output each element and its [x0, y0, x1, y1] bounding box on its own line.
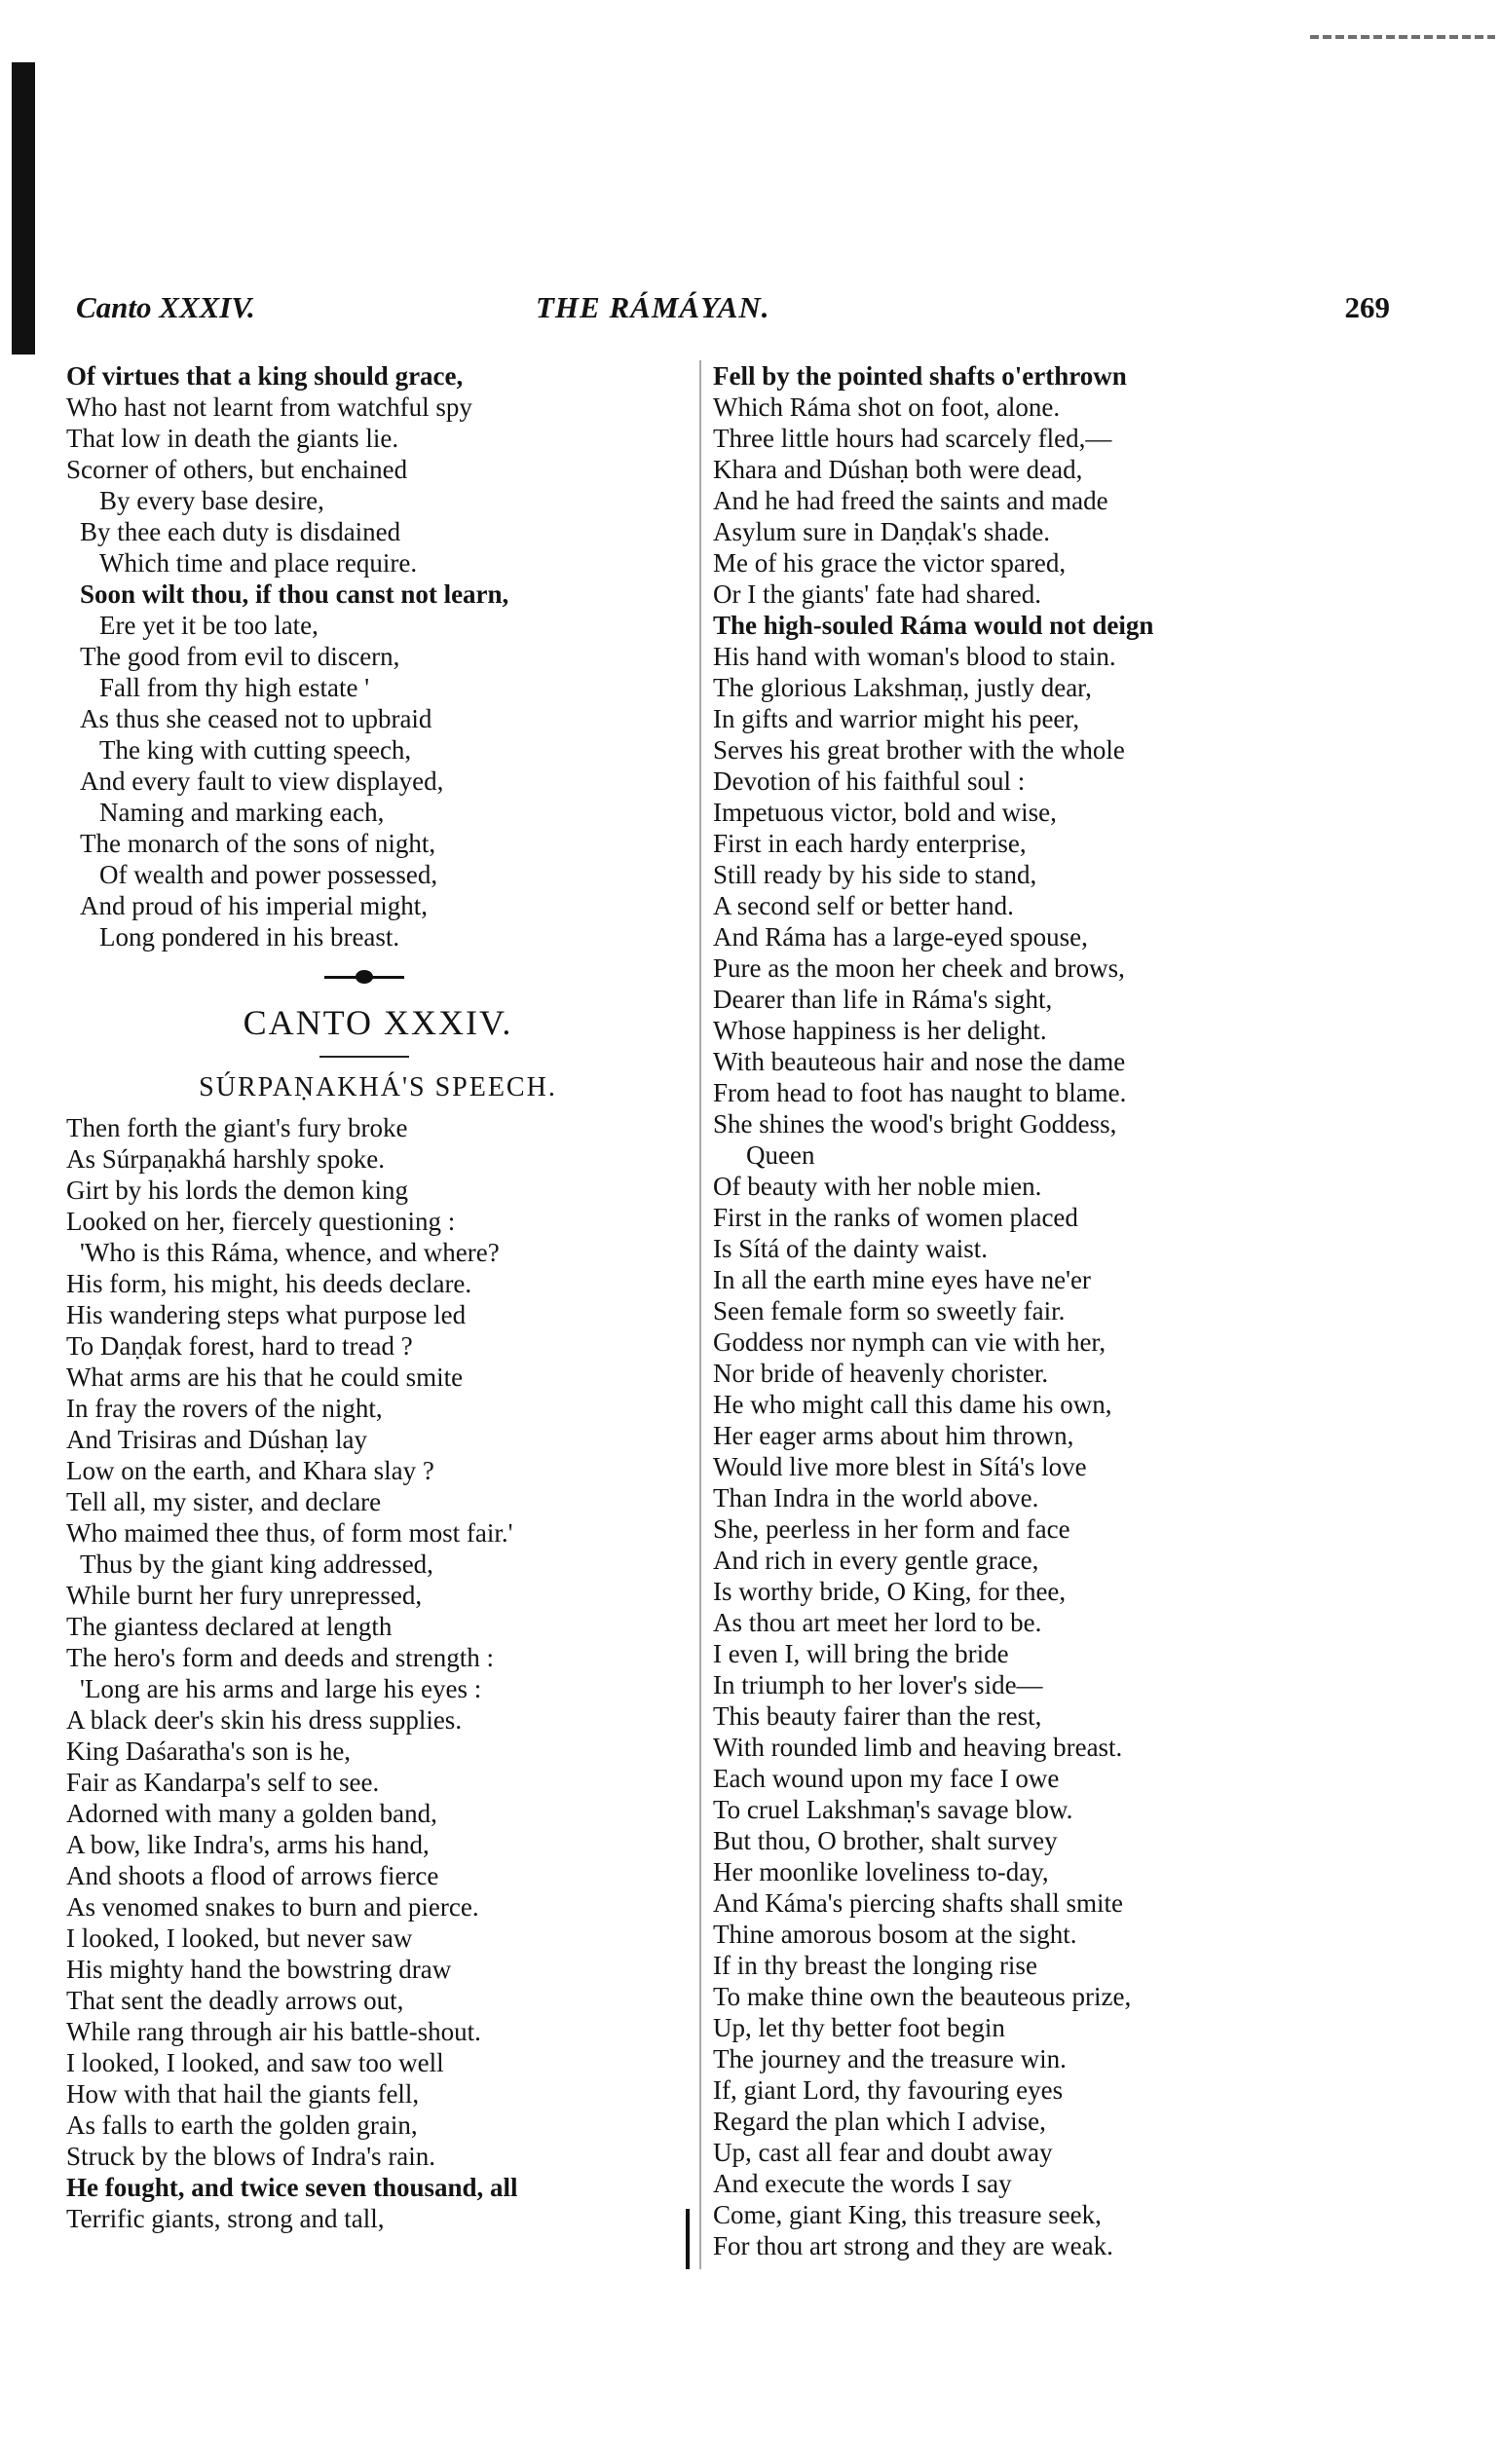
verse-line: Is Sítá of the dainty waist.	[713, 1234, 988, 1263]
verse-line: To Daṇḍak forest, hard to tread ?	[66, 1331, 413, 1361]
verse-line: A bow, like Indra's, arms his hand,	[66, 1830, 430, 1859]
verse-line: This beauty fairer than the rest,	[713, 1701, 1042, 1731]
verse-line: Tell all, my sister, and declare	[66, 1487, 382, 1516]
verse-line: Impetuous victor, bold and wise,	[713, 798, 1057, 827]
verse-line: Up, let thy better foot begin	[713, 2013, 1005, 2042]
verse-line: Struck by the blows of Indra's rain.	[66, 2142, 436, 2171]
canto-title: CANTO XXXIV.	[243, 1003, 513, 1042]
verse-line: Come, giant King, this treasure seek,	[713, 2200, 1102, 2229]
verse-line: The monarch of the sons of night,	[80, 829, 436, 858]
verse-line: Each wound upon my face I owe	[713, 1764, 1060, 1793]
verse-line: Serves his great brother with the whole	[713, 735, 1125, 765]
verse-line: Would live more blest in Sítá's love	[713, 1452, 1087, 1481]
verse-line: Ere yet it be too late,	[99, 611, 319, 640]
verse-line: And shoots a flood of arrows fierce	[66, 1861, 439, 1890]
verse-line: Fell by the pointed shafts o'erthrown	[713, 361, 1127, 391]
verse-line: And Káma's piercing shafts shall smite	[713, 1888, 1124, 1918]
verse-line: As thus she ceased not to upbraid	[80, 704, 432, 733]
verse-line: I looked, I looked, and saw too well	[66, 2048, 444, 2077]
verse-line: Who hast not learnt from watchful spy	[66, 392, 472, 422]
verse-line: Her eager arms about him thrown,	[713, 1421, 1074, 1450]
verse-line: Adorned with many a golden band,	[66, 1799, 437, 1828]
verse-line: She, peerless in her form and face	[713, 1514, 1070, 1544]
verse-line: Me of his grace the victor spared,	[713, 548, 1067, 578]
verse-line: For thou art strong and they are weak.	[713, 2231, 1113, 2260]
verse-line: 'Who is this Ráma, whence, and where?	[80, 1238, 500, 1267]
right-column	[713, 360, 1375, 2261]
verse-line: As venomed snakes to burn and pierce.	[66, 1892, 479, 1922]
verse-line: First in each hardy enterprise,	[713, 829, 1027, 858]
verse-line: The hero's form and deeds and strength :	[66, 1643, 494, 1672]
column-end-mark	[686, 2209, 690, 2269]
verse-line: While burnt her fury unrepressed,	[66, 1581, 423, 1610]
verse-line: She shines the wood's bright Goddess,	[713, 1109, 1117, 1139]
verse-line: His wandering steps what purpose led	[66, 1300, 467, 1329]
verse-line: With beauteous hair and nose the dame	[713, 1047, 1126, 1076]
verse-line: Fair as Kandarpa's self to see.	[66, 1768, 380, 1797]
verse-line: The good from evil to discern,	[80, 642, 400, 671]
verse-line: Pure as the moon her cheek and brows,	[713, 953, 1125, 983]
verse-line: Scorner of others, but enchained	[66, 455, 408, 484]
verse-line: His form, his might, his deeds declare.	[66, 1269, 472, 1298]
verse-line: Khara and Dúshaṇ both were dead,	[713, 455, 1083, 484]
verse-line: Of beauty with her noble mien.	[713, 1172, 1042, 1201]
verse-line: From head to foot has naught to blame.	[713, 1078, 1127, 1107]
verse-line: But thou, O brother, shalt survey	[713, 1826, 1058, 1855]
verse-line: The glorious Lakshmaṇ, justly dear,	[713, 673, 1092, 702]
verse-line: With rounded limb and heaving breast.	[713, 1733, 1123, 1762]
verse-line: Up, cast all fear and doubt away	[713, 2138, 1053, 2167]
verse-line: Which time and place require.	[99, 548, 418, 578]
verse-line: Fall from thy high estate '	[99, 673, 370, 702]
verse-line: The giantess declared at length	[66, 1612, 393, 1641]
verse-line: Which Ráma shot on foot, alone.	[713, 392, 1061, 422]
verse-line: Of wealth and power possessed,	[99, 860, 438, 889]
verse-line: He fought, and twice seven thousand, all	[66, 2173, 518, 2202]
verse-line: 'Long are his arms and large his eyes :	[80, 1674, 482, 1703]
intro-verse	[66, 360, 690, 952]
verse-line: Girt by his lords the demon king	[66, 1176, 408, 1205]
scan-artifact-mark	[1310, 35, 1495, 39]
verse-line: Regard the plan which I advise,	[713, 2107, 1046, 2136]
column-divider	[699, 360, 701, 2269]
verse-line: Looked on her, fiercely questioning :	[66, 1207, 456, 1236]
verse-line: Who maimed thee thus, of form most fair.'	[66, 1518, 513, 1548]
verse-line: If in thy breast the longing rise	[713, 1951, 1037, 1980]
verse-line: A second self or better hand.	[713, 891, 1014, 920]
header-book-title: THE RÁMÁYAN.	[536, 290, 770, 324]
verse-line: A black deer's skin his dress supplies.	[66, 1705, 463, 1735]
verse-line: In fray the rovers of the night,	[66, 1394, 383, 1423]
verse-line: And Trisiras and Dúshaṇ lay	[66, 1425, 367, 1454]
verse-line: Dearer than life in Ráma's sight,	[713, 985, 1053, 1014]
verse-line: His mighty hand the bowstring draw	[66, 1955, 452, 1984]
verse-line: Goddess nor nymph can vie with her,	[713, 1327, 1106, 1357]
verse-line: Is worthy bride, O King, for thee,	[713, 1577, 1067, 1606]
verse-line: That low in death the giants lie.	[66, 424, 399, 453]
verse-line: And rich in every gentle grace,	[713, 1546, 1039, 1575]
verse-line: Thine amorous bosom at the sight.	[713, 1920, 1077, 1949]
verse-line: As thou art meet her lord to be.	[713, 1608, 1042, 1637]
verse-line: By every base desire,	[99, 486, 324, 515]
ornament-dot	[356, 970, 373, 984]
verse-line: Thus by the giant king addressed,	[80, 1549, 433, 1579]
verse-line: First in the ranks of women placed	[713, 1203, 1078, 1232]
verse-line: The high-souled Ráma would not deign	[713, 611, 1154, 640]
left-column	[66, 360, 690, 2234]
verse-line: Three little hours had scarcely fled,—	[713, 424, 1112, 453]
verse-line: Nor bride of heavenly chorister.	[713, 1359, 1049, 1388]
verse-line: Long pondered in his breast.	[99, 922, 400, 952]
verse-line: Asylum sure in Daṇḍak's shade.	[713, 517, 1051, 546]
verse-line: Still ready by his side to stand,	[713, 860, 1037, 889]
verse-line: Or I the giants' fate had shared.	[713, 579, 1041, 609]
verse-line: That sent the deadly arrows out,	[66, 1986, 404, 2015]
verse-line: And he had freed the saints and made	[713, 486, 1108, 515]
verse-line: Then forth the giant's fury broke	[66, 1113, 408, 1142]
title-rule	[66, 1050, 690, 1064]
speech-verse	[66, 1112, 690, 2234]
verse-line: Devotion of his faithful soul :	[713, 766, 1026, 796]
verse-line: In all the earth mine eyes have ne'er	[713, 1265, 1091, 1294]
verse-line: To cruel Lakshmaṇ's savage blow.	[713, 1795, 1073, 1824]
verse-line: Of virtues that a king should grace,	[66, 361, 464, 391]
verse-line: Seen female form so sweetly fair.	[713, 1296, 1066, 1325]
right-verse	[713, 360, 1375, 2261]
verse-line: Low on the earth, and Khara slay ?	[66, 1456, 434, 1485]
verse-line: His hand with woman's blood to stain.	[713, 642, 1116, 671]
verse-line: And every fault to view displayed,	[80, 766, 444, 796]
verse-line: And execute the words I say	[713, 2169, 1012, 2198]
section-ornament	[66, 952, 690, 995]
verse-line: In triumph to her lover's side—	[713, 1670, 1043, 1699]
page-number: 269	[1344, 290, 1390, 324]
verse-line: If, giant Lord, thy favouring eyes	[713, 2075, 1064, 2105]
verse-line: To make thine own the beauteous prize,	[713, 1982, 1132, 2011]
verse-line: As Súrpaṇakhá harshly spoke.	[66, 1144, 385, 1174]
verse-line: Terrific giants, strong and tall,	[66, 2204, 385, 2233]
verse-line: I even I, will bring the bride	[713, 1639, 1009, 1668]
verse-line: How with that hail the giants fell,	[66, 2079, 420, 2109]
verse-line: While rang through air his battle-shout.	[66, 2017, 481, 2046]
running-header	[70, 290, 1395, 335]
verse-line: Soon wilt thou, if thou canst not learn,	[80, 579, 509, 609]
canto-subtitle: SÚRPAṆAKHÁ'S SPEECH.	[199, 1072, 557, 1102]
verse-line: And proud of his imperial might,	[80, 891, 428, 920]
verse-line: Naming and marking each,	[99, 798, 385, 827]
verse-line: Whose happiness is her delight.	[713, 1016, 1047, 1045]
verse-line: Than Indra in the world above.	[713, 1483, 1039, 1512]
verse-line: King Daśaratha's son is he,	[66, 1736, 352, 1766]
verse-line: Queen	[746, 1140, 815, 1170]
header-canto: Canto XXXIV.	[76, 290, 255, 324]
verse-line: I looked, I looked, but never saw	[66, 1923, 413, 1953]
binding-edge-mark	[12, 62, 35, 355]
verse-line: Her moonlike loveliness to-day,	[713, 1857, 1049, 1886]
verse-line: In gifts and warrior might his peer,	[713, 704, 1080, 733]
verse-line: By thee each duty is disdained	[80, 517, 401, 546]
verse-line: And Ráma has a large-eyed spouse,	[713, 922, 1088, 952]
verse-line: The journey and the treasure win.	[713, 2044, 1067, 2073]
verse-line: What arms are his that he could smite	[66, 1363, 464, 1392]
verse-line: As falls to earth the golden grain,	[66, 2110, 418, 2140]
verse-line: He who might call this dame his own,	[713, 1390, 1112, 1419]
verse-line: The king with cutting speech,	[99, 735, 412, 765]
